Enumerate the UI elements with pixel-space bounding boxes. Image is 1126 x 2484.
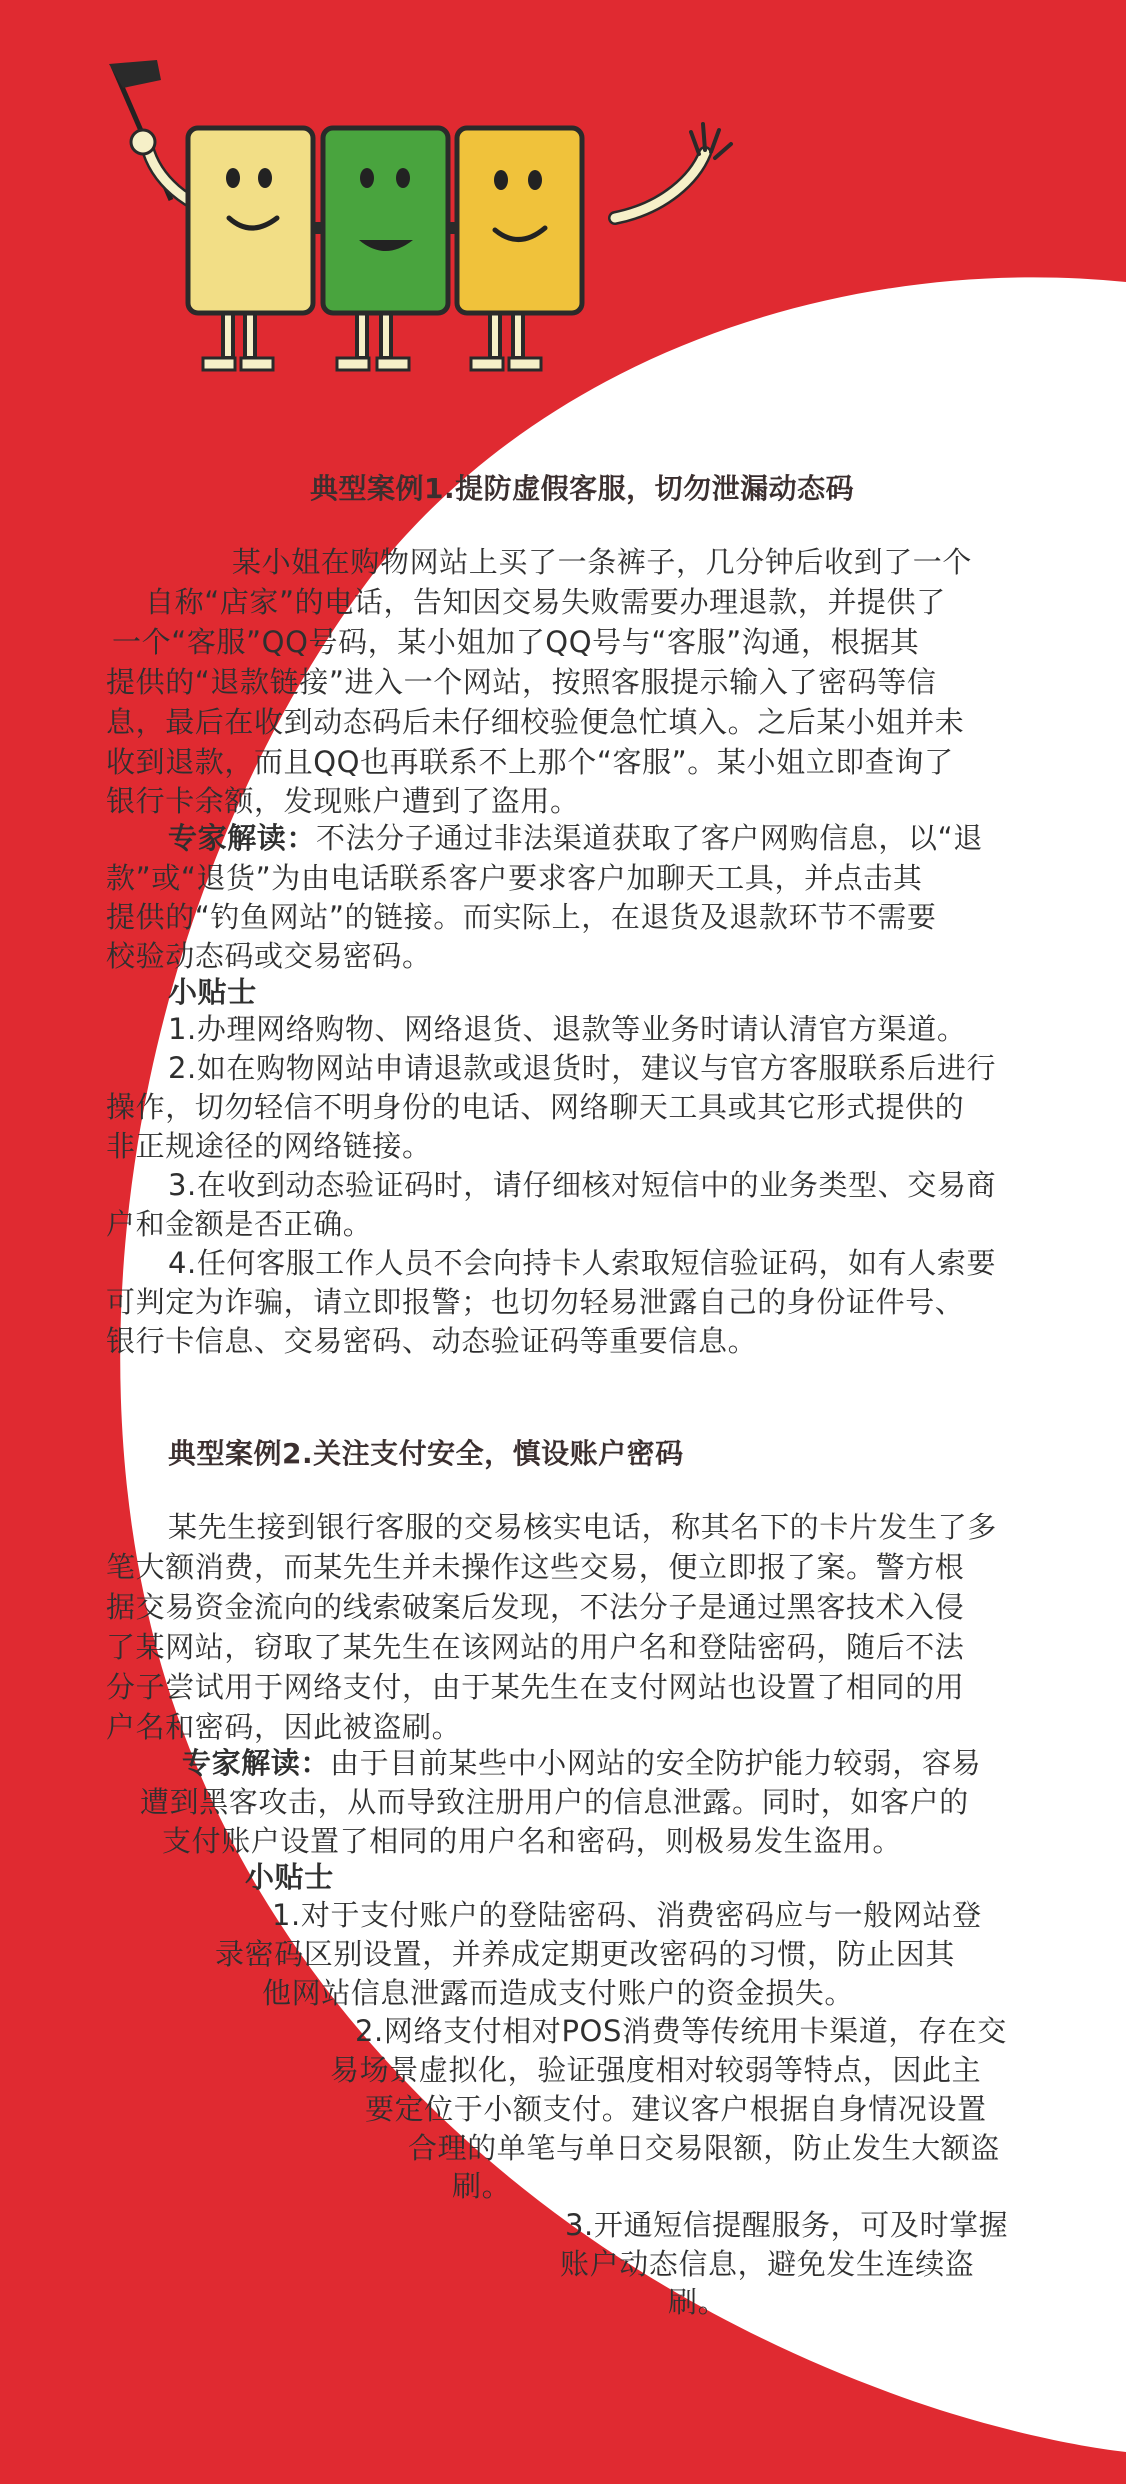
case1-tip-line: 4.任何客服工作人员不会向持卡人索取短信验证码，如有人索要: [168, 1246, 997, 1280]
case2-story-line: 了某网站，窃取了某先生在该网站的用户名和登陆密码，随后不法: [106, 1630, 965, 1664]
case2-tip-line: 2.网络支付相对POS消费等传统用卡渠道，存在交: [355, 2014, 1007, 2048]
case2-story-line: 笔大额消费，而某先生并未操作这些交易，便立即报了案。警方根: [106, 1550, 965, 1584]
case1-tip-line: 操作，切勿轻信不明身份的电话、网络聊天工具或其它形式提供的: [106, 1090, 965, 1124]
case2-tip-line: 3.开通短信提醒服务，可及时掌握: [565, 2208, 1009, 2242]
case2-tip-line: 合理的单笔与单日交易限额，防止发生大额盗: [408, 2131, 1001, 2165]
case2-tip-line: 录密码区别设置，并养成定期更改密码的习惯，防止因其: [215, 1937, 956, 1971]
case2-story-line: 据交易资金流向的线索破案后发现，不法分子是通过黑客技术入侵: [106, 1590, 965, 1624]
case2-tip-line: 刷。: [668, 2285, 728, 2319]
case2-tip-line: 要定位于小额支付。建议客户根据自身情况设置: [365, 2092, 987, 2126]
case1-story-line: 自称“店家”的电话，告知因交易失败需要办理退款，并提供了: [145, 585, 946, 619]
case1-story-line: 息，最后在收到动态码后未仔细校验便急忙填入。之后某小姐并未: [106, 705, 965, 739]
case1-tip-line: 3.在收到动态验证码时，请仔细核对短信中的业务类型、交易商: [168, 1168, 997, 1202]
case2-title: 典型案例2.关注支付安全，慎设账户密码: [168, 1437, 684, 1470]
case1-tip-line: 户和金额是否正确。: [106, 1207, 373, 1241]
case1-tip-line: 银行卡信息、交易密码、动态验证码等重要信息。: [106, 1324, 758, 1358]
case1-story-line: 提供的“退款链接”进入一个网站，按照客服提示输入了密码等信: [106, 665, 937, 699]
case1-story-line: 收到退款，而且QQ也再联系不上那个“客服”。某小姐立即查询了: [106, 745, 954, 779]
case2-tip-line: 他网站信息泄露而造成支付账户的资金损失。: [262, 1976, 855, 2010]
case1-tips-label: 小贴士: [168, 975, 257, 1009]
case1-expert-label: 专家解读：: [168, 821, 317, 855]
case2-story-line: 分子尝试用于网络支付，由于某先生在支付网站也设置了相同的用: [106, 1670, 965, 1704]
case2-expert-line: 遭到黑客攻击，从而导致注册用户的信息泄露。同时，如客户的: [140, 1785, 969, 1819]
case1-tip-line: 1.办理网络购物、网络退货、退款等业务时请认清官方渠道。: [168, 1012, 967, 1046]
case1-expert-text: 不法分子通过非法渠道获取了客户网购信息，以“退: [316, 821, 983, 855]
case2-expert-line: 支付账户设置了相同的用户名和密码，则极易发生盗用。: [162, 1824, 903, 1858]
case1-tip-line: 2.如在购物网站申请退款或退货时，建议与官方客服联系后进行: [168, 1051, 997, 1085]
case2-expert-text: 由于目前某些中小网站的安全防护能力较弱，容易: [330, 1746, 982, 1780]
case1-expert-line: 校验动态码或交易密码。: [106, 939, 432, 973]
case2-story-line: 某先生接到银行客服的交易核实电话，称其名下的卡片发生了多: [168, 1510, 997, 1544]
case1-story-line: 银行卡余额，发现账户遭到了盗用。: [106, 784, 580, 818]
card-mascot-green: [323, 128, 448, 313]
card-mascots-illustration: [95, 58, 755, 373]
case1-tip-line: 可判定为诈骗，请立即报警；也切勿轻易泄露自己的身份证件号、: [106, 1285, 965, 1319]
case2-expert-line: [182, 1745, 981, 1782]
case2-tip-line: 刷。: [452, 2169, 512, 2203]
case2-expert-label: 专家解读：: [182, 1746, 331, 1780]
card-mascot-pale-yellow: [188, 128, 313, 313]
case2-tip-line: 账户动态信息，避免发生连续盗: [560, 2247, 975, 2281]
case1-expert-line: 款”或“退货”为由电话联系客户要求客户加聊天工具，并点击其: [106, 861, 923, 895]
case2-tip-line: 1.对于支付账户的登陆密码、消费密码应与一般网站登: [272, 1898, 982, 1932]
case1-story-line: 某小姐在购物网站上买了一条裤子，几分钟后收到了一个: [232, 545, 973, 579]
case2-tip-line: 易场景虚拟化，验证强度相对较弱等特点，因此主: [330, 2053, 982, 2087]
case1-expert-line: 提供的“钓鱼网站”的链接。而实际上，在退货及退款环节不需要: [106, 900, 937, 934]
case2-story-line: 户名和密码，因此被盗刷。: [106, 1710, 462, 1744]
case2-tips-label: 小贴士: [245, 1860, 334, 1894]
case1-title: 典型案例1.提防虚假客服，切勿泄漏动态码: [310, 472, 855, 505]
case1-expert-line: [168, 820, 983, 857]
card-mascot-yellow: [457, 128, 582, 313]
case1-tip-line: 非正规途径的网络链接。: [106, 1129, 432, 1163]
case1-story-line: 一个“客服”QQ号码，某小姐加了QQ号与“客服”沟通，根据其: [112, 625, 920, 659]
